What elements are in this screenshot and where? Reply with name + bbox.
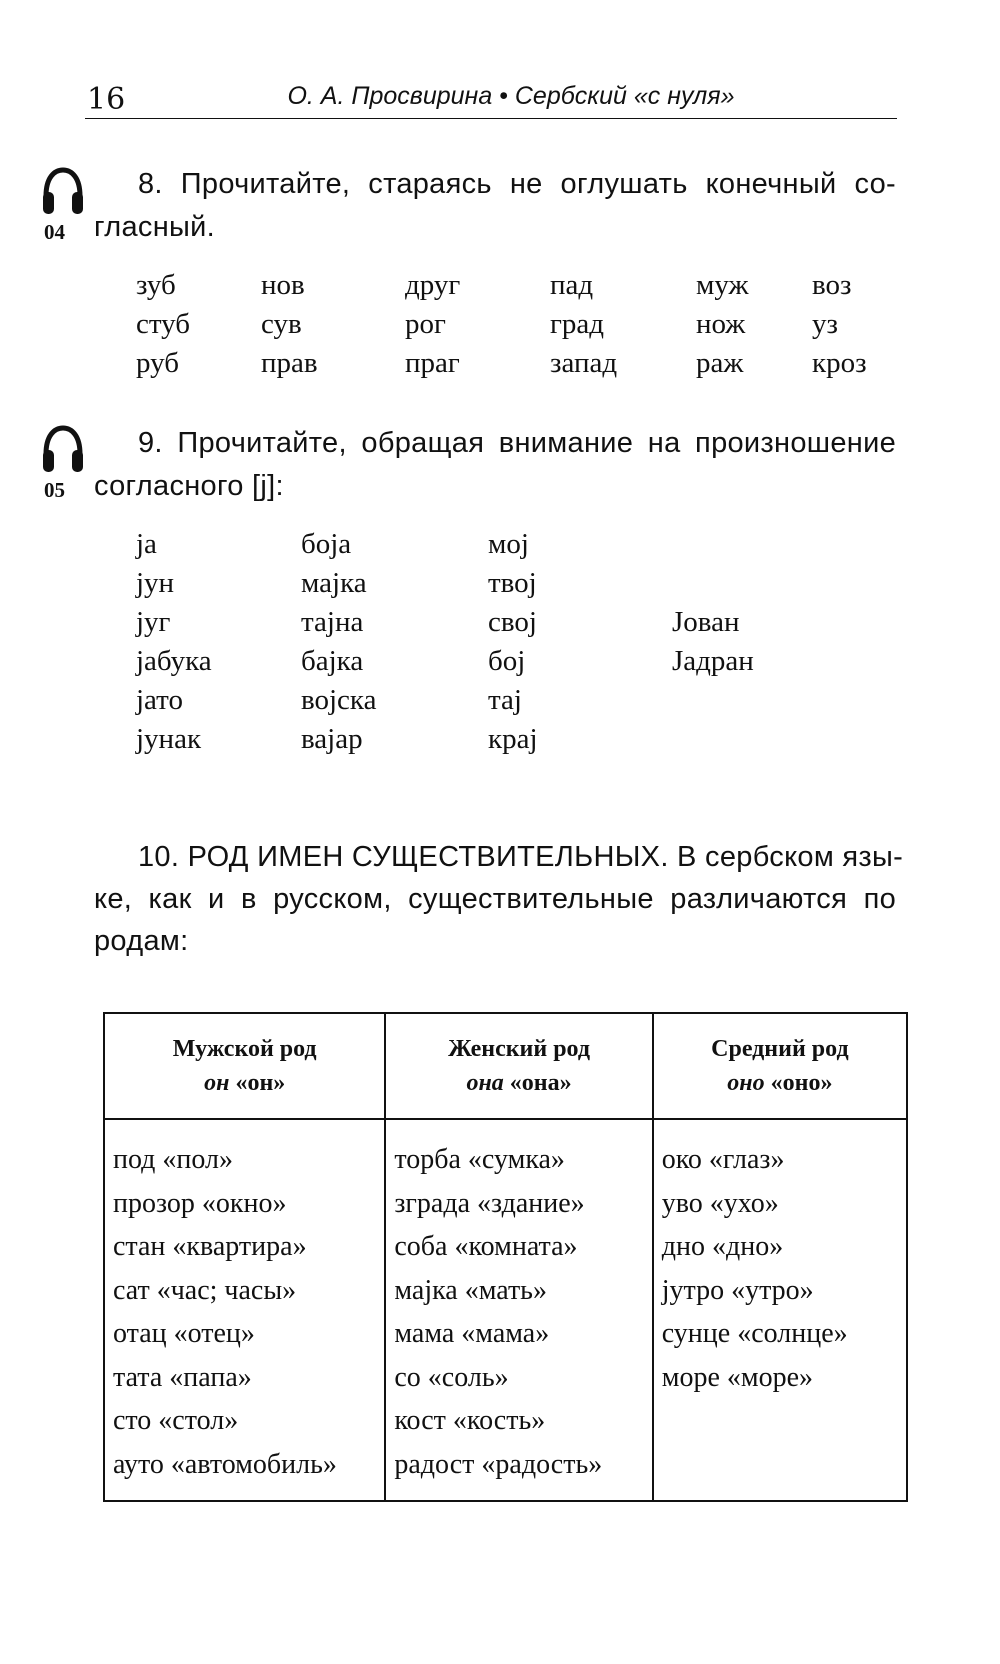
word: праг bbox=[405, 347, 460, 379]
table-header-row bbox=[104, 1013, 907, 1119]
paragraph-line: 10. РОД ИМЕН СУЩЕСТВИТЕЛЬНЫХ. В сербском язы- bbox=[138, 841, 904, 873]
word: бој bbox=[488, 645, 526, 677]
word: уз bbox=[812, 308, 838, 340]
list-item: со «соль» bbox=[394, 1361, 509, 1393]
word: мој bbox=[488, 528, 529, 560]
list-item: торба «сумка» bbox=[394, 1144, 565, 1175]
list-item: прозор «окно» bbox=[113, 1187, 287, 1219]
word: југ bbox=[136, 606, 171, 638]
word: боја bbox=[301, 528, 352, 560]
list-item: радост «радость» bbox=[394, 1448, 603, 1480]
track-number: 04 bbox=[44, 220, 65, 244]
word: јато bbox=[136, 684, 183, 716]
exercise-9-instruction bbox=[94, 422, 896, 508]
word: нов bbox=[261, 269, 305, 301]
word: сув bbox=[261, 308, 302, 340]
list-item: јутро «утро» bbox=[661, 1274, 814, 1306]
word: вајар bbox=[301, 723, 363, 755]
word: друг bbox=[405, 269, 461, 301]
neuter-examples bbox=[653, 1119, 907, 1501]
word: војска bbox=[301, 684, 377, 716]
word: воз bbox=[812, 269, 852, 301]
word: стуб bbox=[136, 308, 191, 340]
word: јунак bbox=[136, 723, 202, 755]
word: тај bbox=[488, 684, 522, 716]
list-item: сунце «солнце» bbox=[661, 1318, 848, 1349]
masculine-examples bbox=[104, 1119, 385, 1501]
instruction-line: 9. Прочитайте, обращая внимание на произношение bbox=[138, 427, 896, 459]
instruction-line: гласный. bbox=[94, 211, 216, 243]
headphones-icon bbox=[40, 424, 86, 476]
track-number: 05 bbox=[44, 478, 65, 502]
list-item: уво «ухо» bbox=[661, 1187, 779, 1219]
list-item: ауто «автомобиль» bbox=[113, 1448, 337, 1480]
word: твој bbox=[488, 567, 537, 599]
audio-track-05[interactable] bbox=[40, 424, 90, 514]
word: зуб bbox=[136, 269, 176, 301]
word: јун bbox=[136, 567, 175, 599]
word: тајна bbox=[301, 606, 364, 638]
list-item: море «море» bbox=[661, 1361, 814, 1393]
word: пад bbox=[550, 269, 594, 301]
page-header bbox=[85, 78, 897, 118]
word: руб bbox=[136, 347, 179, 379]
word: прав bbox=[261, 347, 318, 379]
instruction-line: 8. Прочитайте, стараясь не оглушать конечный со- bbox=[138, 168, 896, 200]
instruction-line: согласного [j]: bbox=[94, 470, 284, 502]
exercise-8-instruction bbox=[94, 163, 896, 249]
list-item: дно «дно» bbox=[661, 1231, 784, 1262]
list-item: кост «кость» bbox=[394, 1405, 546, 1436]
word: мајка bbox=[301, 567, 367, 599]
word: свој bbox=[488, 606, 537, 638]
audio-track-04[interactable] bbox=[40, 166, 90, 256]
word: ја bbox=[136, 528, 157, 560]
feminine-examples bbox=[385, 1119, 652, 1501]
word: Јадран bbox=[672, 645, 754, 677]
list-item: мама «мама» bbox=[394, 1318, 550, 1349]
neuter-header: Средний род оно «оно» bbox=[653, 1013, 907, 1119]
page-number: 16 bbox=[87, 82, 126, 117]
word: град bbox=[550, 308, 605, 340]
masculine-header: Мужской род он «он» bbox=[104, 1013, 385, 1119]
list-item: зграда «здание» bbox=[394, 1187, 585, 1219]
header-divider bbox=[85, 118, 897, 119]
list-item: отац «отец» bbox=[113, 1318, 255, 1349]
list-item: соба «комната» bbox=[394, 1231, 578, 1262]
paragraph-line: родам: bbox=[94, 925, 189, 957]
feminine-header: Женский род она «она» bbox=[385, 1013, 652, 1119]
word: Јован bbox=[672, 606, 740, 638]
list-item: око «глаз» bbox=[661, 1144, 785, 1175]
list-item: стан «квартира» bbox=[113, 1231, 307, 1262]
word: муж bbox=[696, 269, 749, 301]
table-row bbox=[104, 1119, 907, 1501]
word: кроз bbox=[812, 347, 867, 379]
word: раж bbox=[696, 347, 744, 379]
word: рог bbox=[405, 308, 446, 340]
exercise-10-text bbox=[94, 836, 904, 962]
list-item: сат «час; часы» bbox=[113, 1274, 297, 1306]
running-title: О. А. Просвирина • Сербский «с нуля» bbox=[287, 82, 735, 110]
word: нож bbox=[696, 308, 746, 340]
list-item: сто «стол» bbox=[113, 1405, 239, 1436]
word: крај bbox=[488, 723, 538, 755]
paragraph-line: ке, как и в русском, существительные различаются по bbox=[94, 883, 896, 915]
word: запад bbox=[550, 347, 618, 379]
list-item: тата «папа» bbox=[113, 1361, 252, 1393]
word: јабука bbox=[136, 645, 212, 677]
list-item: под «пол» bbox=[113, 1144, 234, 1175]
noun-gender-table bbox=[103, 1012, 908, 1502]
headphones-icon bbox=[40, 166, 86, 218]
list-item: мајка «мать» bbox=[394, 1274, 547, 1306]
word: бајка bbox=[301, 645, 364, 677]
